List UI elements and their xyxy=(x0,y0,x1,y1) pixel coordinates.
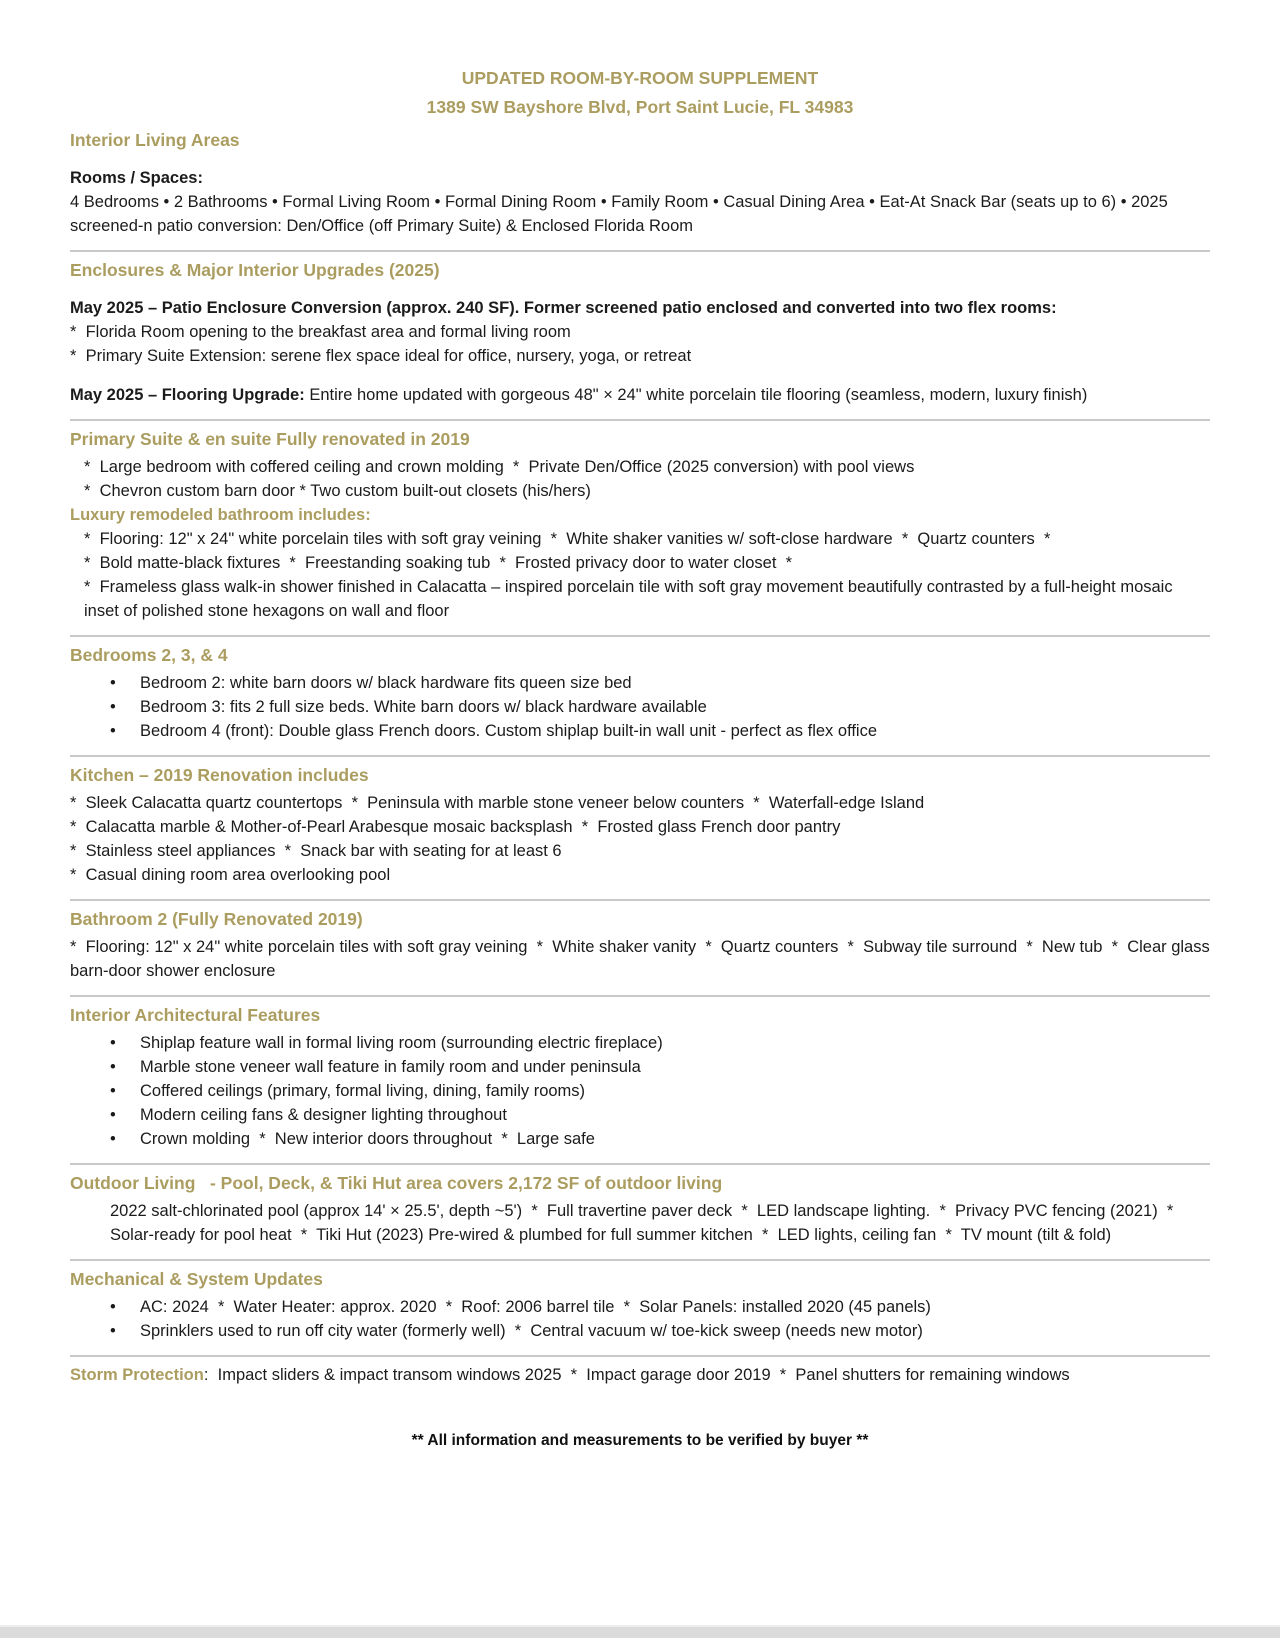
section-divider xyxy=(70,995,1210,997)
bullet-item xyxy=(70,1319,1210,1343)
section-divider xyxy=(70,1163,1210,1165)
section-divider xyxy=(70,755,1210,757)
bullet-item xyxy=(70,719,1210,743)
section-divider xyxy=(70,1259,1210,1261)
bullet-icon: • xyxy=(110,1058,116,1076)
section-heading-primary-suite: Primary Suite & en suite Fully renovated in 2019 xyxy=(70,429,470,449)
bullet-text: Bedroom 4 (front): Double glass French doors. Custom shiplap built-in wall unit - perfect as flex office xyxy=(140,722,878,740)
storm-protection-heading: Storm Protection xyxy=(70,1366,204,1384)
bullet-item xyxy=(70,1031,1210,1055)
section-divider xyxy=(70,635,1210,637)
storm-protection-line xyxy=(70,1363,1210,1387)
bullet-text: Modern ceiling fans & designer lighting throughout xyxy=(140,1106,507,1124)
star-item: * Bold matte-black fixtures * Freestanding soaking tub * Frosted privacy door to water closet * xyxy=(84,554,792,572)
section-outdoor-living xyxy=(70,1163,1210,1247)
section-enclosures-major-interior-upgrades xyxy=(70,250,1210,407)
paragraph-lead: May 2025 – Flooring Upgrade: xyxy=(70,386,305,404)
bullet-item xyxy=(70,671,1210,695)
bullet-icon: • xyxy=(110,1298,116,1316)
section-divider xyxy=(70,250,1210,252)
bullet-icon: • xyxy=(110,1034,116,1052)
bullet-icon: • xyxy=(110,1082,116,1100)
bullet-text: Bedroom 3: fits 2 full size beds. White barn doors w/ black hardware available xyxy=(140,698,707,716)
section-storm-protection xyxy=(70,1355,1210,1387)
paragraph: 4 Bedrooms • 2 Bathrooms • Formal Living Room • Formal Dining Room • Family Room • Casual Dining Area • Eat-At Snack Bar (seats up to 6) • 2025 screened-n patio conversion: Den/Office (off Primary Suite) & Enclosed Florida Room xyxy=(70,193,1173,235)
section-bedrooms-2-3-4 xyxy=(70,635,1210,743)
indented-paragraph: 2022 salt-chlorinated pool (approx 14' × 25.5', depth ~5') * Full travertine paver deck * LED landscape lighting. * Privacy PVC fencing (2021) * Solar-ready for pool heat * Tiki Hut (2023) Pre-wired & plumbed for full summer kitchen * LED lights, ceiling fan * TV mount (tilt & fold) xyxy=(110,1202,1183,1244)
section-divider xyxy=(70,419,1210,421)
section-primary-suite xyxy=(70,419,1210,623)
star-item: * Chevron custom barn door * Two custom built-out closets (his/hers) xyxy=(84,482,591,500)
star-item: * Primary Suite Extension: serene flex space ideal for office, nursery, yoga, or retreat xyxy=(70,347,692,365)
bullet-text: AC: 2024 * Water Heater: approx. 2020 * Roof: 2006 barrel tile * Solar Panels: installed 2020 (45 panels) xyxy=(140,1298,931,1316)
sections-container xyxy=(70,128,1215,1387)
star-item: * Sleek Calacatta quartz countertops * Peninsula with marble stone veneer below counters * Waterfall-edge Island xyxy=(70,794,925,812)
star-item: * Florida Room opening to the breakfast area and formal living room xyxy=(70,323,571,341)
lead-bold-paragraph xyxy=(70,383,1210,407)
star-item: * Stainless steel appliances * Snack bar with seating for at least 6 xyxy=(70,842,562,860)
bullet-text: Shiplap feature wall in formal living room (surrounding electric fireplace) xyxy=(140,1034,663,1052)
star-item: * Flooring: 12" x 24" white porcelain tiles with soft gray veining * White shaker vanities w/ soft-close hardware * Quartz counters * xyxy=(84,530,1051,548)
bullet-text: Coffered ceilings (primary, formal living, dining, family rooms) xyxy=(140,1082,586,1100)
section-heading-interior-architectural-features: Interior Architectural Features xyxy=(70,1005,321,1025)
bullet-item xyxy=(70,695,1210,719)
section-heading-kitchen: Kitchen – 2019 Renovation includes xyxy=(70,765,369,785)
star-item: * Casual dining room area overlooking pool xyxy=(70,866,391,884)
bullet-item xyxy=(70,1103,1210,1127)
paragraph-rest: Entire home updated with gorgeous 48" × 24" white porcelain tile flooring (seamless, modern, luxury finish) xyxy=(304,386,1088,404)
bold-paragraph: May 2025 – Patio Enclosure Conversion (approx. 240 SF). Former screened patio enclosed and converted into two flex rooms: xyxy=(70,299,1057,317)
paragraph-rest: : Impact sliders & impact transom windows 2025 * Impact garage door 2019 * Panel shutters for remaining windows xyxy=(203,1366,1070,1384)
bullet-icon: • xyxy=(110,1130,116,1148)
section-mechanical-system-updates xyxy=(70,1259,1210,1343)
bullet-icon: • xyxy=(110,722,116,740)
section-heading-bedrooms-2-3-4: Bedrooms 2, 3, & 4 xyxy=(70,645,228,665)
section-divider xyxy=(70,899,1210,901)
section-divider xyxy=(70,1355,1210,1357)
bullet-item xyxy=(70,1079,1210,1103)
page-bottom-edge xyxy=(0,1625,1280,1638)
star-item: * Calacatta marble & Mother-of-Pearl Arabesque mosaic backsplash * Frosted glass French door pantry xyxy=(70,818,841,836)
bullet-item xyxy=(70,1295,1210,1319)
section-interior-architectural-features xyxy=(70,995,1210,1151)
section-heading-interior-living-areas: Interior Living Areas xyxy=(70,130,240,150)
section-kitchen xyxy=(70,755,1210,887)
bullet-item xyxy=(70,1055,1210,1079)
star-item: * Flooring: 12" x 24" white porcelain tiles with soft gray veining * White shaker vanity * Quartz counters * Subway tile surround * New tub * Clear glass barn-door shower enclosure xyxy=(70,938,1215,980)
bullet-text: Marble stone veneer wall feature in family room and under peninsula xyxy=(140,1058,641,1076)
bullet-text: Sprinklers used to run off city water (formerly well) * Central vacuum w/ toe-kick sweep (needs new motor) xyxy=(140,1322,923,1340)
bullet-icon: • xyxy=(110,674,116,692)
section-heading-enclosures-major-interior-upgrades: Enclosures & Major Interior Upgrades (2025) xyxy=(70,260,440,280)
bullet-item xyxy=(70,1127,1210,1151)
bullet-icon: • xyxy=(110,1322,116,1340)
section-interior-living-areas xyxy=(70,128,1210,238)
star-item: * Frameless glass walk-in shower finished in Calacatta – inspired porcelain tile with soft gray movement beautifully contrasted by a full-height mosaic inset of polished stone hexagons on wall and floor xyxy=(84,578,1178,620)
sub-heading: Luxury remodeled bathroom includes: xyxy=(70,506,371,524)
section-heading-outdoor-living: Outdoor Living - Pool, Deck, & Tiki Hut area covers 2,172 SF of outdoor living xyxy=(70,1173,723,1193)
section-heading-mechanical-system-updates: Mechanical & System Updates xyxy=(70,1269,323,1289)
bullet-icon: • xyxy=(110,1106,116,1124)
star-item: * Large bedroom with coffered ceiling and crown molding * Private Den/Office (2025 conversion) with pool views xyxy=(84,458,915,476)
property-address: 1389 SW Bayshore Blvd, Port Saint Lucie, FL 34983 xyxy=(426,97,854,117)
section-heading-bathroom-2: Bathroom 2 (Fully Renovated 2019) xyxy=(70,909,363,929)
bullet-text: Bedroom 2: white barn doors w/ black hardware fits queen size bed xyxy=(140,674,632,692)
footer-disclaimer: ** All information and measurements to be verified by buyer ** xyxy=(411,1432,869,1449)
page-title: UPDATED ROOM-BY-ROOM SUPPLEMENT xyxy=(461,68,819,88)
section-bathroom-2 xyxy=(70,899,1215,983)
bullet-icon: • xyxy=(110,698,116,716)
bullet-text: Crown molding * New interior doors throughout * Large safe xyxy=(140,1130,595,1148)
bold-paragraph: Rooms / Spaces: xyxy=(70,169,203,187)
